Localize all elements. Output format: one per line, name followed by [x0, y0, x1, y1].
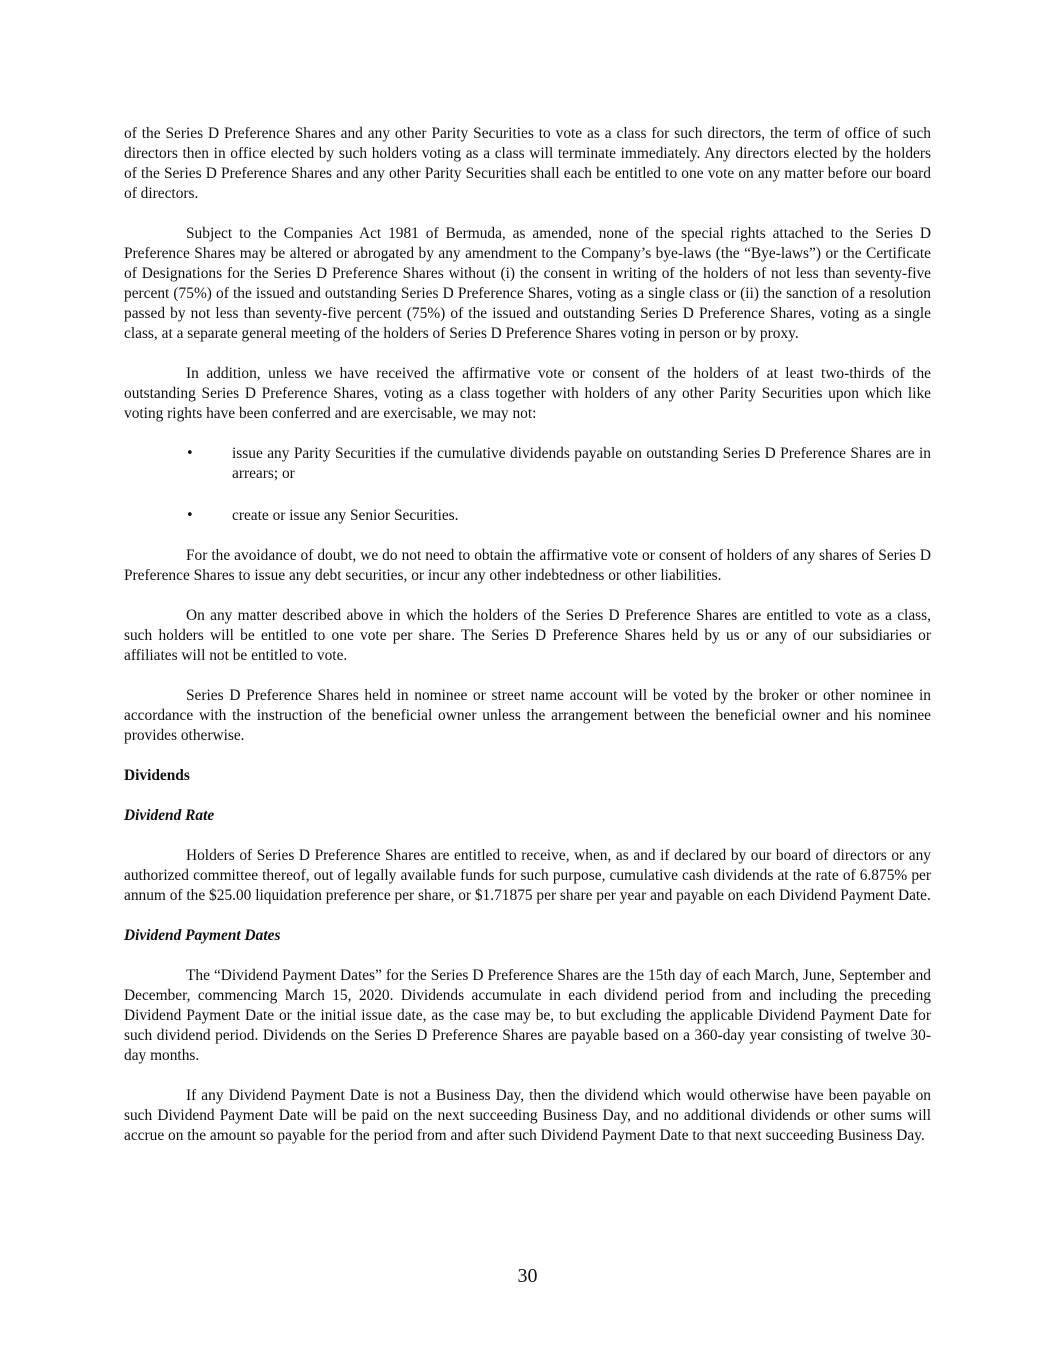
business-day-paragraph: If any Dividend Payment Date is not a Business Day, then the dividend which would otherwise have been payable on such Dividend Payment Date will be paid on the next succeeding Business Day, and no additional dividends or other sums will accrue on the amount so payable for the period from and after such Dividend Payment Date to that next succeeding Business Day. [124, 1087, 931, 1144]
nominee-voting-paragraph: Series D Preference Shares held in nominee or street name account will be voted by the broker or other nominee in accordance with the instruction of the beneficial owner unless the arrangement between the beneficial owner and his nominee provides otherwise. [124, 687, 931, 744]
list-item-text: create or issue any Senior Securities. [232, 507, 459, 524]
bullet-icon: • [186, 446, 194, 461]
dividend-payment-dates-heading: Dividend Payment Dates [124, 927, 281, 944]
list-item-text: issue any Parity Securities if the cumulative dividends payable on outstanding Series D Preference Shares are in arrears; or [232, 445, 931, 482]
voting-continuation-paragraph: of the Series D Preference Shares and any other Parity Securities to vote as a class for such directors, the term of office of such directors then in office elected by such holders voting as a class will terminate immediately. Any directors elected by the holders of the Series D Preference Shares and any other Parity Securities shall each be entitled to one vote on any matter before our board of directors. [124, 125, 931, 202]
page-number: 30 [517, 1265, 538, 1287]
bye-laws-amendment-paragraph: Subject to the Companies Act 1981 of Bermuda, as amended, none of the special rights attached to the Series D Preference Shares may be altered or abrogated by any amendment to the Company’s bye-laws (the “Bye-laws”) or the Certificate of Designations for the Series D Preference Shares without (i) the consent in writing of the holders of not less than seventy-five percent (75%) of the issued and outstanding Series D Preference Shares, voting as a single class or (ii) the sanction of a resolution passed by not less than seventy-five percent (75%) of the issued and outstanding Series D Preference Shares, voting as a single class, at a separate general meeting of the holders of Series D Preference Shares voting in person or by proxy. [124, 225, 931, 342]
avoidance-of-doubt-paragraph: For the avoidance of doubt, we do not need to obtain the affirmative vote or consent of holders of any shares of Series D Preference Shares to issue any debt securities, or incur any other indebtedness or other liabilities. [124, 547, 931, 584]
list-item [124, 444, 931, 484]
one-vote-per-share-paragraph: On any matter described above in which the holders of the Series D Preference Shares are entitled to vote as a class, such holders will be entitled to one vote per share. The Series D Preference Shares held by us or any of our subsidiaries or affiliates will not be entitled to vote. [124, 607, 931, 664]
bullet-icon: • [186, 508, 194, 523]
dividend-rate-paragraph: Holders of Series D Preference Shares are entitled to receive, when, as and if declared by our board of directors or any authorized committee thereof, out of legally available funds for such purpose, cumulative cash dividends at the rate of 6.875% per annum of the $25.00 liquidation preference per share, or $1.71875 per share per year and payable on each Dividend Payment Date. [124, 847, 931, 904]
restricted-actions-list [124, 444, 931, 526]
document-page [124, 124, 931, 1166]
dividend-rate-heading: Dividend Rate [124, 807, 215, 824]
dividends-heading: Dividends [124, 767, 190, 784]
list-item [124, 506, 931, 526]
two-thirds-vote-paragraph: In addition, unless we have received the affirmative vote or consent of the holders of at least two-thirds of the outstanding Series D Preference Shares, voting as a class together with holders of any other Parity Securities upon which like voting rights have been conferred and are exercisable, we may not: [124, 365, 931, 422]
dividend-payment-dates-paragraph: The “Dividend Payment Dates” for the Series D Preference Shares are the 15th day of each March, June, September and December, commencing March 15, 2020. Dividends accumulate in each dividend period from and including the preceding Dividend Payment Date or the initial issue date, as the case may be, to but excluding the applicable Dividend Payment Date for such dividend period. Dividends on the Series D Preference Shares are payable based on a 360-day year consisting of twelve 30-day months. [124, 967, 931, 1064]
